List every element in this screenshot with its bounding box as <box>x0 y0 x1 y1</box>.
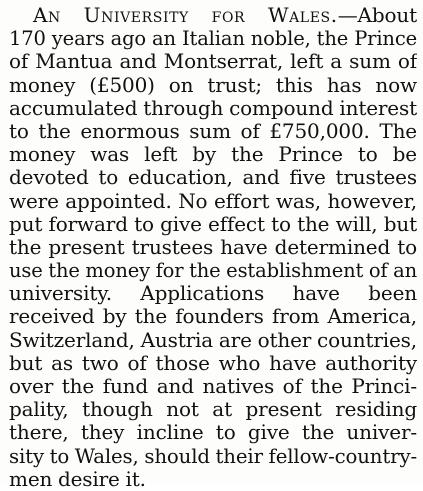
article-line: sity to Wales, should their fellow-country- <box>9 444 417 468</box>
article-line: devoted to education, and five trustees <box>9 166 417 190</box>
article-line: accumulated through compound interest <box>9 96 417 120</box>
article-line <box>9 4 417 27</box>
article-line: received by the founders from America, <box>9 305 417 329</box>
article-line: Switzerland, Austria are other countries, <box>9 328 417 352</box>
article-line: over the fund and natives of the Princi- <box>9 375 417 398</box>
article-headline: An University for Wales. <box>33 4 338 27</box>
article-body <box>9 4 417 491</box>
article-line: were appointed. No effort was, however, <box>9 189 417 213</box>
article-line: 170 years ago an Italian noble, the Prince <box>9 27 417 51</box>
article-line: money (£500) on trust; this has now <box>9 73 417 97</box>
article-line: there, they incline to give the univer- <box>9 421 417 445</box>
article-line: to the enormous sum of £750,000. The <box>9 119 417 143</box>
article-lead-text: —About <box>337 4 417 27</box>
article-line: use the money for the establishment of an <box>9 259 417 283</box>
article-line: the present trustees have determined to <box>9 235 417 259</box>
article-line: pality, though not at present residing <box>9 398 417 422</box>
article-line: but as two of those who have authority <box>9 351 417 375</box>
article-line: money was left by the Prince to be <box>9 143 417 167</box>
article-line: men desire it. <box>9 467 146 491</box>
article-line: university. Applications have been <box>9 282 417 306</box>
article-line: put forward to give effect to the will, but <box>9 212 417 236</box>
article-line: of Mantua and Montserrat, left a sum of <box>9 50 417 74</box>
